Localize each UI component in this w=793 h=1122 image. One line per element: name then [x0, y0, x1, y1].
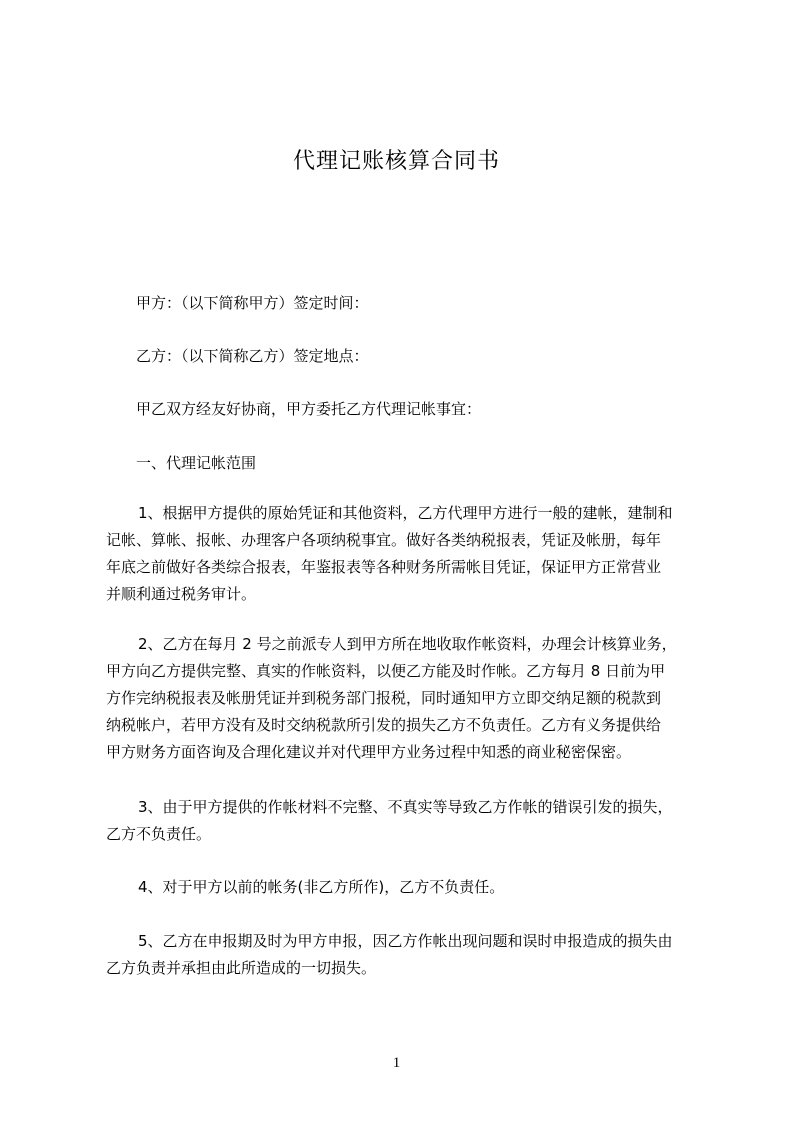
- clause-line: 记帐、算帐、报帐、办理客户各项纳税事宜。做好各类纳税报表，凭证及帐册，每年: [106, 531, 662, 549]
- clause-line: 并顺利通过税务审计。: [106, 585, 257, 603]
- clause-line: 2、乙方在每月 2 号之前派专人到甲方所在地收取作帐资料，办理会计核算业务，: [138, 635, 677, 653]
- party-b-line: 乙方：（以下简称乙方）签定地点：: [136, 347, 369, 365]
- page-number: 1: [392, 1055, 401, 1071]
- clause-2: [106, 631, 710, 766]
- clause-5: [106, 928, 710, 982]
- document-title: 代理记账核算合同书: [292, 149, 500, 174]
- clause-line: 方作完纳税报表及帐册凭证并到税务部门报税，同时通知甲方立即交纳足额的税款到: [106, 689, 662, 707]
- clause-line: 5、乙方在申报期及时为甲方申报，因乙方作帐出现问题和误时申报造成的损失由: [138, 932, 673, 950]
- clause-line: 年底之前做好各类综合报表，年鉴报表等各种财务所需帐目凭证，保证甲方正常营业: [106, 558, 662, 576]
- clause-line: 1、根据甲方提供的原始凭证和其他资料，乙方代理甲方进行一般的建帐，建制和: [138, 504, 673, 522]
- section-heading-scope: 一、代理记帐范围: [136, 454, 257, 472]
- clause-line: 甲方向乙方提供完整、真实的作帐资料，以便乙方能及时作帐。乙方每月 8 日前为甲: [106, 662, 666, 680]
- clause-line: 3、由于甲方提供的作帐材料不完整、不真实等导致乙方作帐的错误引发的损失，: [138, 798, 673, 816]
- preamble: 甲乙双方经友好协商，甲方委托乙方代理记帐事宜：: [136, 400, 482, 418]
- clause-1: [106, 500, 710, 608]
- clause-line: 乙方不负责任。: [106, 825, 212, 843]
- party-a-line: 甲方：（以下简称甲方）签定时间：: [136, 294, 369, 312]
- clause-line: 纳税帐户，若甲方没有及时交纳税款所引发的损失乙方不负责任。乙方有义务提供给: [106, 716, 662, 734]
- clause-line: 4、对于甲方以前的帐务(非乙方所作)，乙方不负责任。: [138, 878, 505, 896]
- clause-line: 甲方财务方面咨询及合理化建议并对代理甲方业务过程中知悉的商业秘密保密。: [106, 743, 632, 761]
- clause-4: [106, 874, 710, 901]
- clause-line: 乙方负责并承担由此所造成的一切损失。: [106, 959, 377, 977]
- clause-3: [106, 794, 710, 848]
